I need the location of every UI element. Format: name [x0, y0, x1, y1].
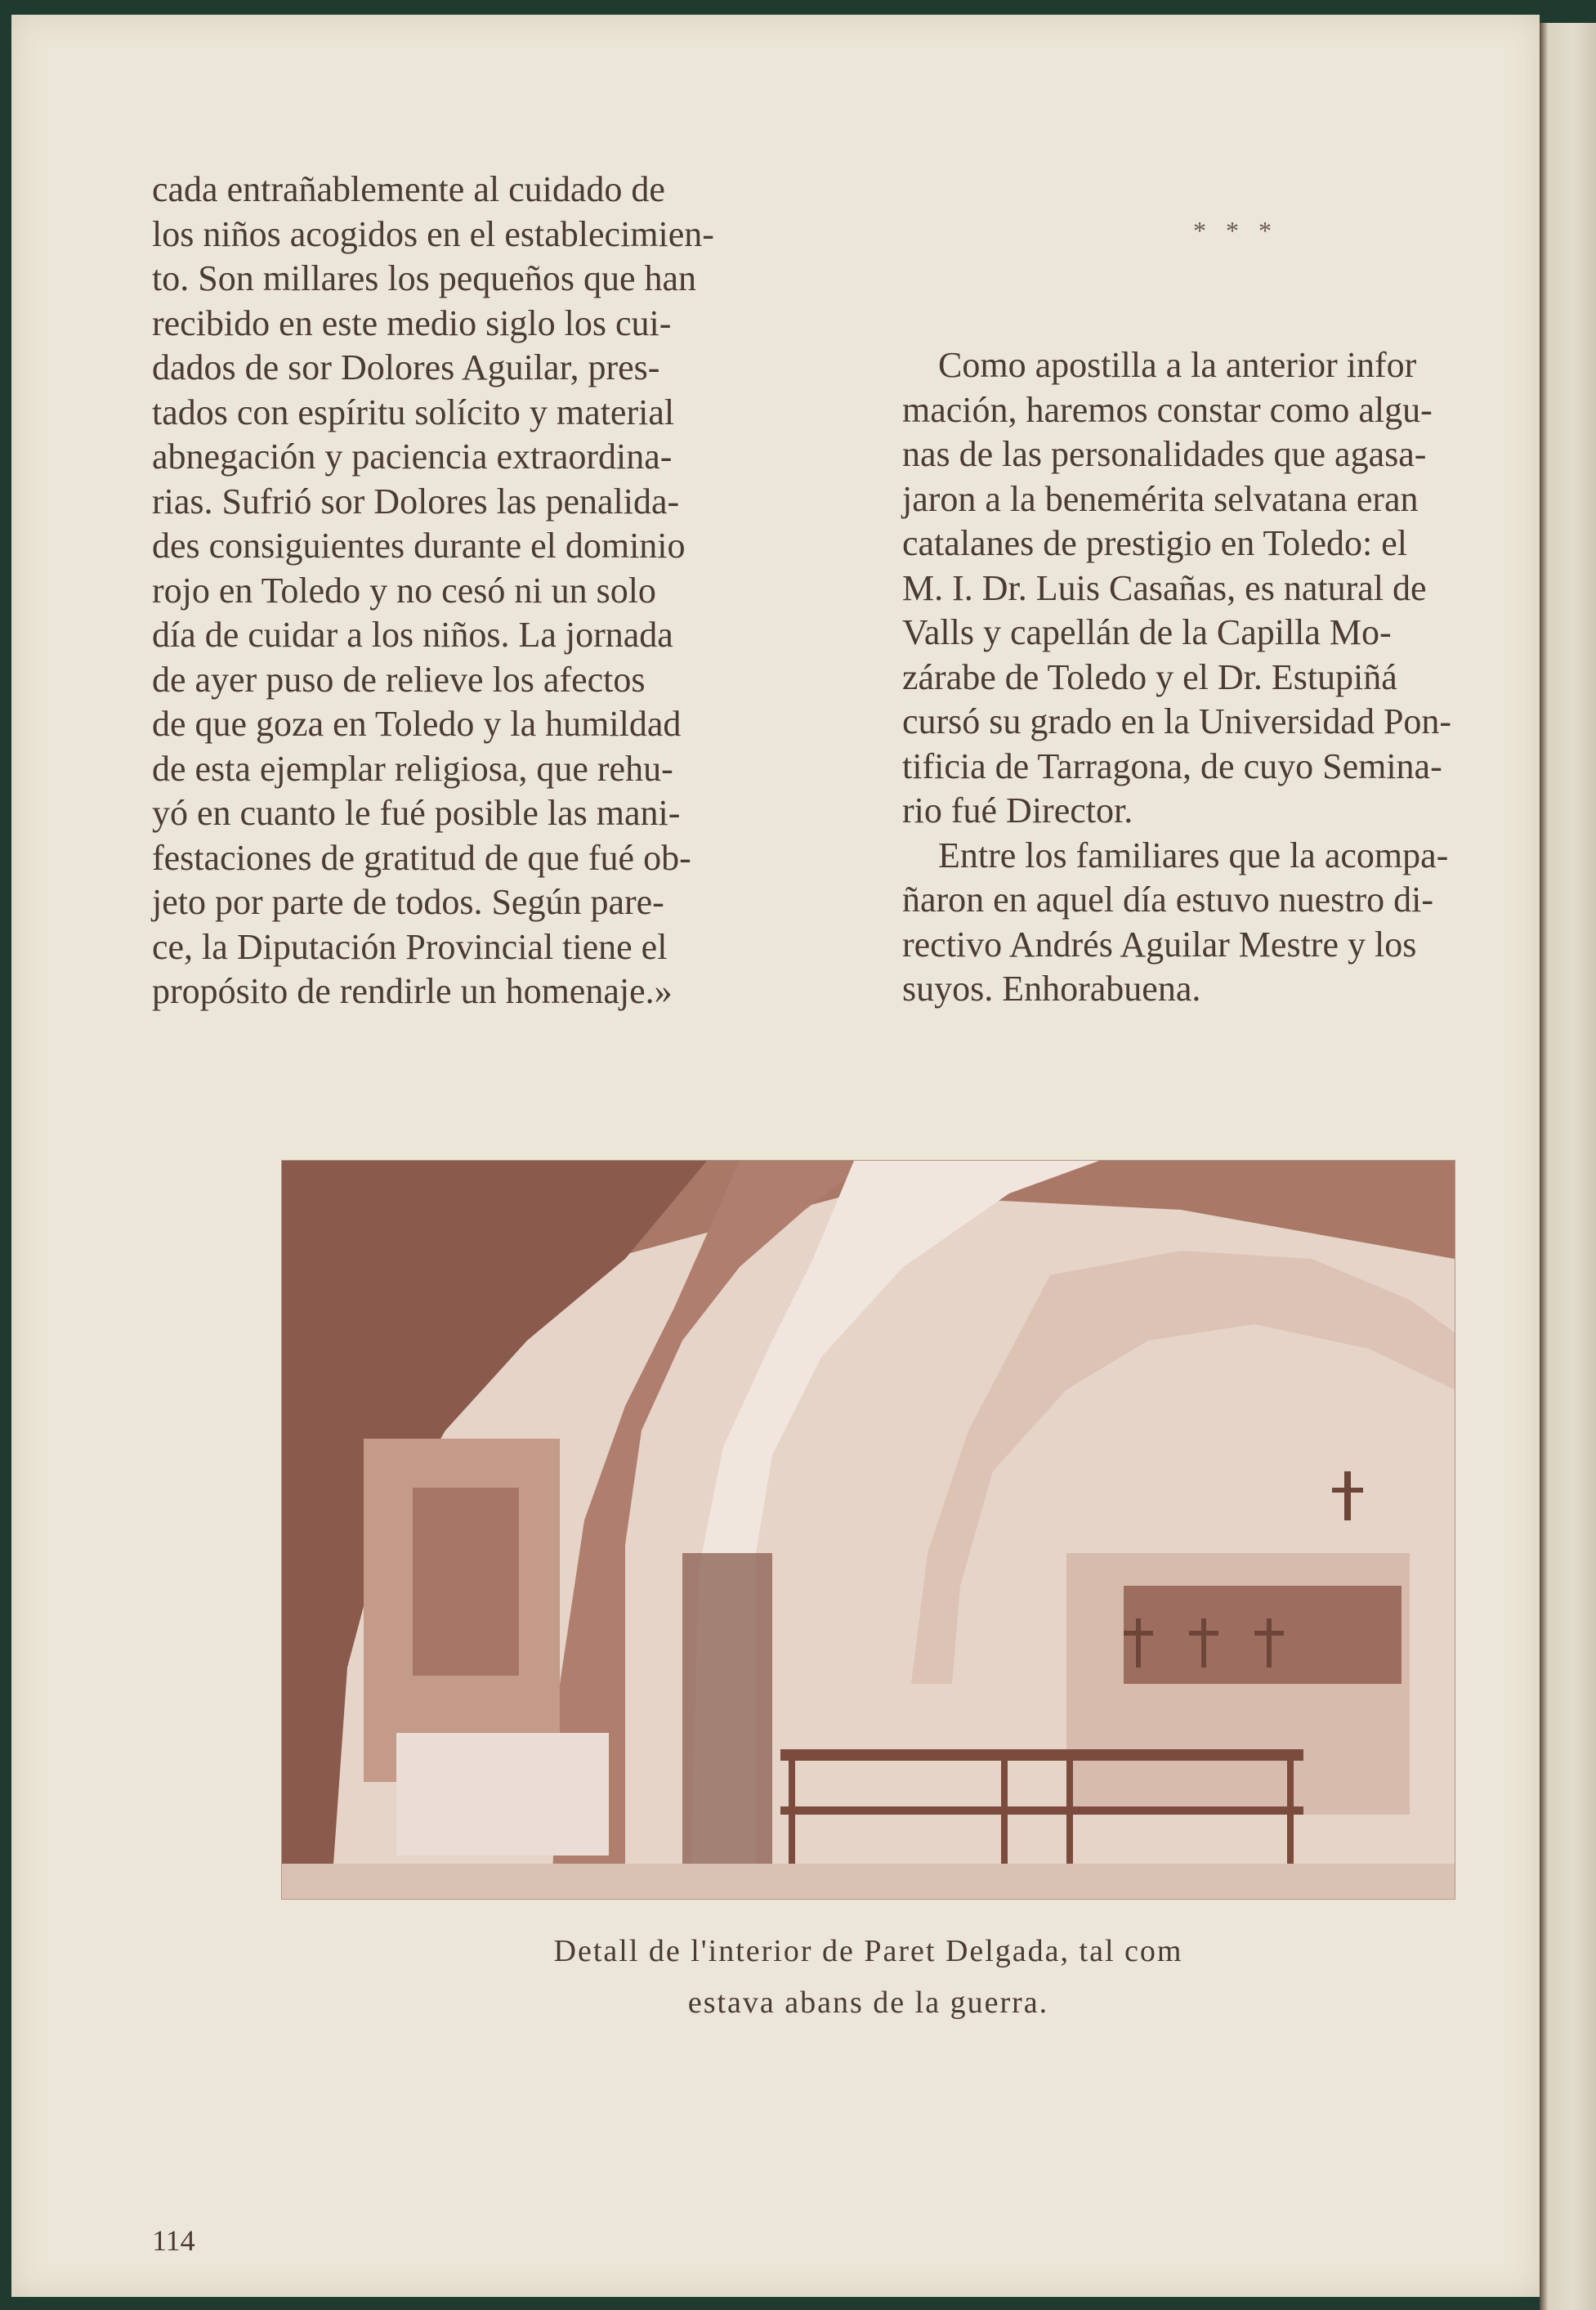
- text-line: de esta ejemplar religiosa, que rehu-: [152, 748, 673, 789]
- text-line: des consiguientes durante el dominio: [152, 526, 686, 566]
- text-line: recibido en este medio siglo los cui-: [152, 302, 672, 343]
- text-line: Valls y capellán de la Capilla Mo-: [902, 612, 1392, 652]
- text-line: Entre los familiares que la acompa-: [938, 835, 1449, 875]
- text-line: tados con espíritu solícito y material: [152, 392, 675, 432]
- photo-caption-line1: Detall de l'interior de Paret Delgada, tal com: [553, 1934, 1183, 1968]
- text-line: suyos. Enhorabuena.: [902, 969, 1201, 1009]
- text-line: de que goza en Toledo y la humildad: [152, 704, 682, 744]
- text-line: propósito de rendirle un homenaje.»: [152, 971, 673, 1011]
- text-line: zárabe de Toledo y el Dr. Estupiñá: [902, 656, 1397, 697]
- text-line: día de cuidar a los niños. La jornada: [152, 615, 673, 655]
- page-number: 114: [152, 2224, 195, 2257]
- text-line: rojo en Toledo y no cesó ni un solo: [152, 570, 656, 611]
- text-line: cada entrañablemente al cuidado de: [152, 169, 665, 209]
- right-column: [902, 343, 1540, 1012]
- text-line: ñaron en aquel día estuvo nuestro di-: [902, 880, 1434, 920]
- text-line: cursó su grado en la Universidad Pon-: [902, 701, 1452, 741]
- text-line: dados de sor Dolores Aguilar, pres-: [152, 347, 660, 387]
- section-separator: * * *: [1193, 216, 1278, 245]
- text-line: abnegación y paciencia extraordina-: [152, 436, 673, 477]
- photo-illustration: [282, 1161, 1455, 1899]
- text-line: nas de las personalidades que agasa-: [902, 434, 1427, 474]
- text-line: tificia de Tarragona, de cuyo Semina-: [902, 745, 1442, 786]
- text-line: M. I. Dr. Luis Casañas, es natural de: [902, 567, 1427, 608]
- church-interior-photo: [282, 1161, 1455, 1899]
- next-page-edge: [1540, 23, 1596, 2310]
- text-line: mación, haremos constar como algu-: [902, 389, 1433, 430]
- text-line: to. Son millares los pequeños que han: [152, 258, 697, 298]
- text-line: ce, la Diputación Provincial tiene el: [152, 926, 668, 967]
- text-line: jaron a la benemérita selvatana eran: [902, 478, 1419, 519]
- text-line: rio fué Director.: [902, 790, 1133, 830]
- text-line: catalanes de prestigio en Toledo: el: [902, 523, 1407, 563]
- text-line: festaciones de gratitud de que fué ob-: [152, 837, 691, 878]
- text-line: de ayer puso de relieve los afectos: [152, 659, 646, 700]
- text-line: rias. Sufrió sor Dolores las penalida-: [152, 481, 680, 522]
- text-line: Como apostilla a la anterior infor: [938, 345, 1417, 385]
- text-line: los niños acogidos en el establecimien-: [152, 213, 714, 254]
- text-line: jeto por parte de todos. Según pare-: [152, 882, 664, 922]
- left-column: [152, 168, 818, 1014]
- photo-caption-line2: estava abans de la guerra.: [687, 1985, 1049, 2020]
- text-line: yó en cuanto le fué posible las mani-: [152, 793, 681, 833]
- text-line: rectivo Andrés Aguilar Mestre y los: [902, 924, 1417, 965]
